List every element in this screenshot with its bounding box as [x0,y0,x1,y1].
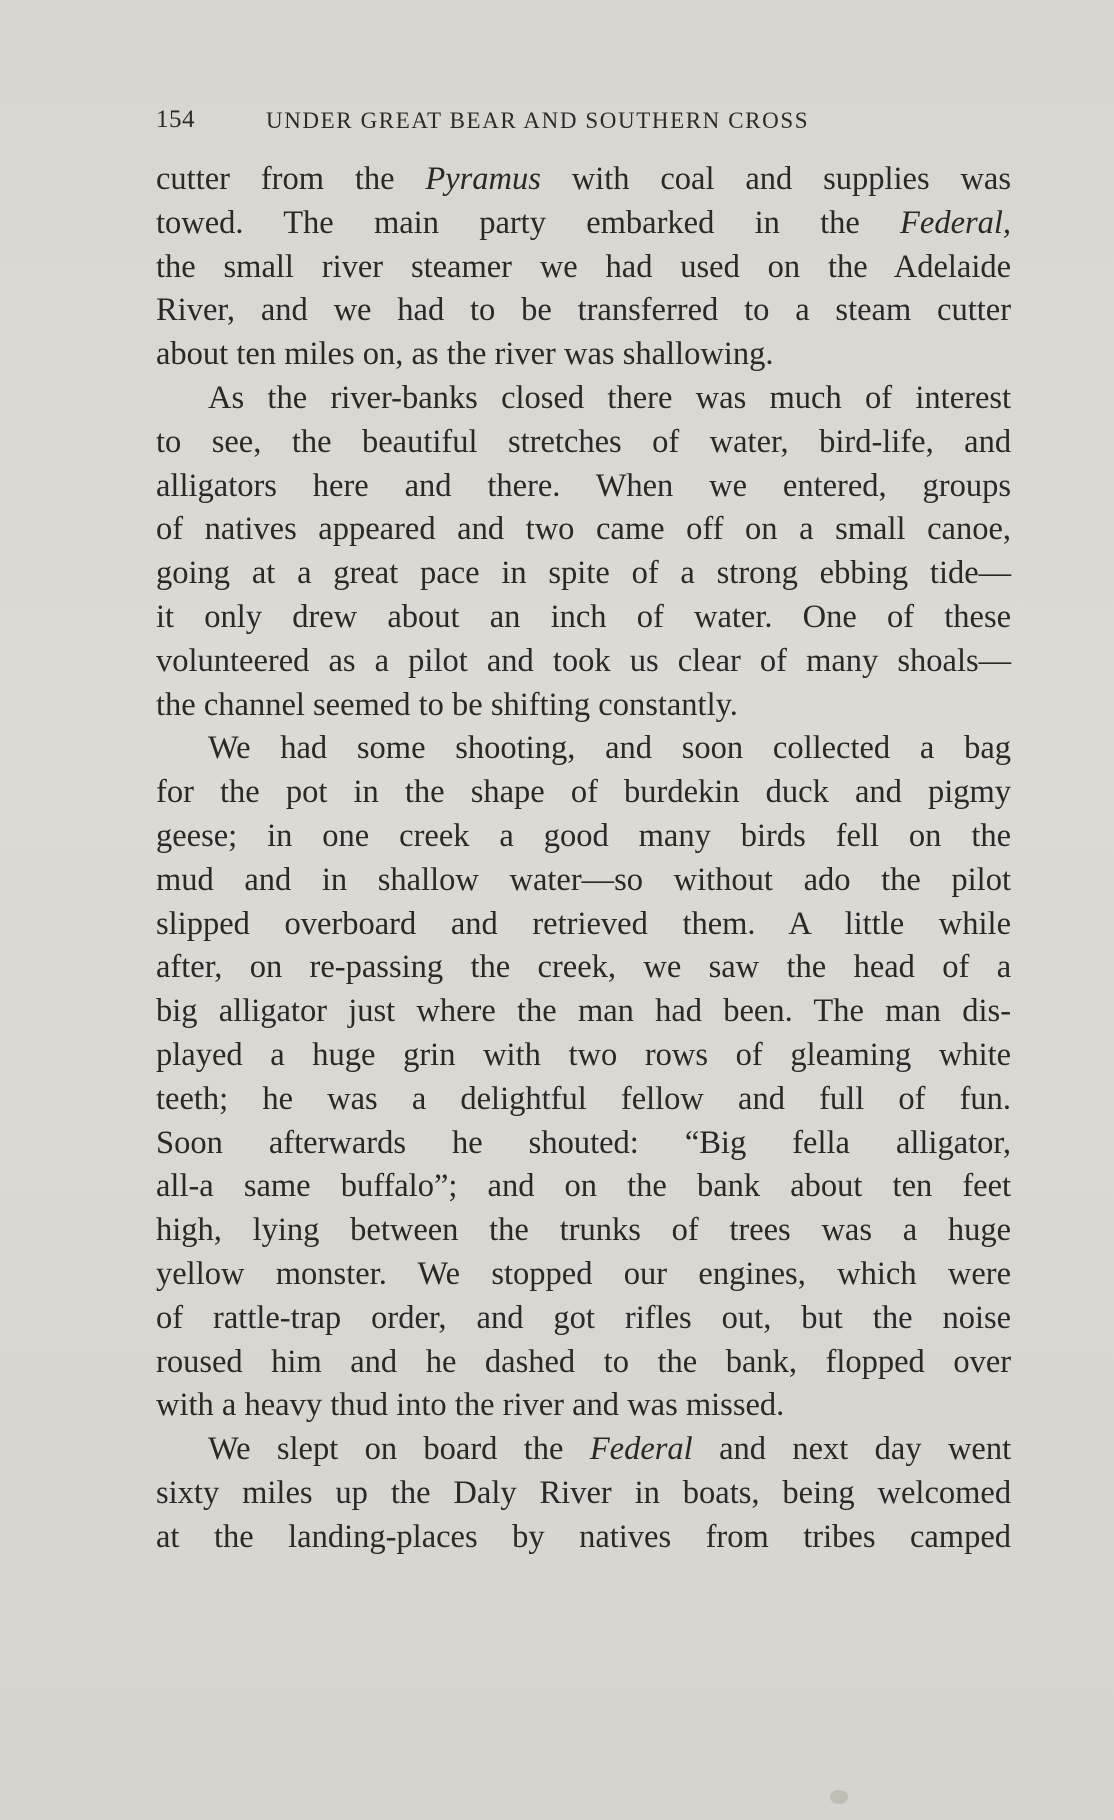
text-line: after, on re-passing the creek, we saw the head of a [156,949,1012,986]
text-line: of natives appeared and two came off on a small canoe, [156,511,1012,548]
text-line: We had some shooting, and soon collected a bag [208,730,1012,767]
text-line: yellow monster. We stopped our engines, which were [156,1255,1012,1292]
text-line: We slept on board the Federal and next day went [208,1431,1012,1468]
text-line: played a huge grin with two rows of gleaming white [156,1036,1012,1073]
body-text [156,158,1011,1560]
text-line: River, and we had to be transferred to a steam cutter [156,292,1012,329]
text-line: all-a same buffalo”; and on the bank about ten feet [156,1168,1012,1205]
text-line: about ten miles on, as the river was shallowing. [156,336,774,373]
text-line: volunteered as a pilot and took us clear of many shoals— [156,642,1012,679]
text-line: mud and in shallow water—so without ado the pilot [156,861,1011,898]
page-header [156,104,1011,140]
text-line: high, lying between the trunks of trees was a huge [156,1212,1012,1249]
text-line: big alligator just where the man had been. The man dis- [156,993,1012,1030]
text-line: to see, the beautiful stretches of water, bird-life, and [156,423,1012,460]
text-line: the channel seemed to be shifting constantly. [156,686,738,723]
text-line: with a heavy thud into the river and was missed. [156,1387,785,1424]
text-line: roused him and he dashed to the bank, flopped over [156,1343,1012,1380]
text-line: of rattle-trap order, and got rifles out, but the noise [156,1299,1012,1336]
text-line: Soon afterwards he shouted: “Big fella alligator, [156,1124,1012,1161]
running-head: UNDER GREAT BEAR AND SOUTHERN CROSS [266,108,810,133]
page-number: 154 [156,106,195,133]
text-line: geese; in one creek a good many birds fell on the [156,817,1012,854]
text-line: alligators here and there. When we entered, groups [156,467,1011,504]
text-line: towed. The main party embarked in the Federal, [156,204,1012,241]
text-line: going at a great pace in spite of a strong ebbing tide— [156,555,1012,592]
text-line: it only drew about an inch of water. One of these [156,598,1012,635]
text-line: As the river-banks closed there was much of interest [208,379,1012,416]
paper-smudge [830,1790,848,1804]
text-line: sixty miles up the Daly River in boats, being welcomed [156,1474,1012,1511]
text-line: for the pot in the shape of burdekin duck and pigmy [156,774,1012,811]
text-line: at the landing-places by natives from tribes camped [156,1518,1012,1555]
text-line: cutter from the Pyramus with coal and supplies was [156,161,1011,197]
text-line: teeth; he was a delightful fellow and full of fun. [156,1080,1012,1117]
text-line: slipped overboard and retrieved them. A little while [156,905,1012,942]
text-line: the small river steamer we had used on the Adelaide [156,248,1012,285]
